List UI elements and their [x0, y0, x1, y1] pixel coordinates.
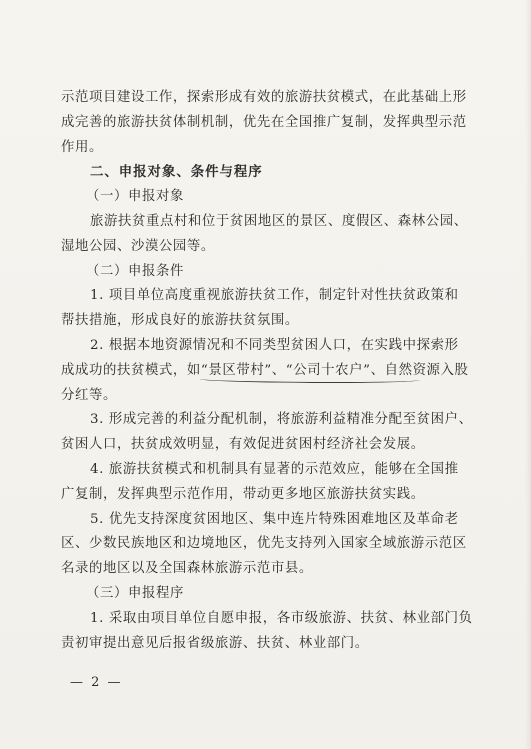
subsection-heading: （一）申报对象 [86, 189, 184, 205]
paragraph-line: 5. 优先支持深度贫困地区、集中连片特殊困难地区及革命老 [90, 511, 459, 527]
page-number: — 2 — [70, 675, 123, 690]
subsection-heading: （二）申报条件 [86, 263, 184, 279]
paragraph-line: 贫困人口，扶贫成效明显，有效促进贫困村经济社会发展。 [61, 437, 425, 453]
paragraph-line: 分红等。 [61, 387, 117, 403]
subsection-heading: （三）申报程序 [86, 586, 184, 601]
paragraph-line: 旅游扶贫重点村和位于贫困地区的景区、度假区、森林公园、 [90, 214, 468, 229]
paragraph-line: 示范项目建设工作，探索形成有效的旅游扶贫模式，在此基础上形 [61, 90, 467, 105]
paragraph-line: 作用。 [61, 139, 103, 155]
paragraph-line: 成完善的旅游扶贫体制机制，优先在全国推广复制，发挥典型示范 [61, 114, 467, 130]
paragraph-line: 成成功的扶贫模式，如“景区带村”、“公司十农户”、自然资源入股 [61, 362, 469, 378]
paragraph-line: 湿地公园、沙漠公园等。 [61, 238, 215, 254]
paragraph-line: 2. 根据本地资源情况和不同类型贫困人口，在实践中探索形 [90, 338, 459, 353]
paragraph-line: 区、少数民族地区和边境地区，优先支持列入国家全域旅游示范区 [61, 536, 467, 552]
paragraph-line: 4. 旅游扶贫模式和机制具有显著的示范效应，能够在全国推 [90, 462, 459, 477]
paragraph-line: 1. 项目单位高度重视旅游扶贫工作，制定针对性扶贫政策和 [90, 288, 459, 304]
handwritten-underline [200, 375, 420, 384]
paragraph-line: 名录的地区以及全国森林旅游示范市县。 [61, 561, 313, 577]
paragraph-line: 3. 形成完善的利益分配机制，将旅游利益精准分配至贫困户、 [90, 412, 473, 428]
section-heading: 二、申报对象、条件与程序 [90, 164, 263, 181]
paragraph-line: 责初审提出意见后报省级旅游、扶贫、林业部门。 [61, 635, 369, 651]
paragraph-line: 帮扶措施，形成良好的旅游扶贫氛围。 [61, 313, 299, 329]
paragraph-line: 1. 采取由项目单位自愿申报，各市级旅游、扶贫、林业部门负 [90, 610, 473, 626]
paragraph-line: 广复制，发挥典型示范作用，带动更多地区旅游扶贫实践。 [61, 486, 425, 502]
page-edge-shadow [525, 0, 531, 749]
